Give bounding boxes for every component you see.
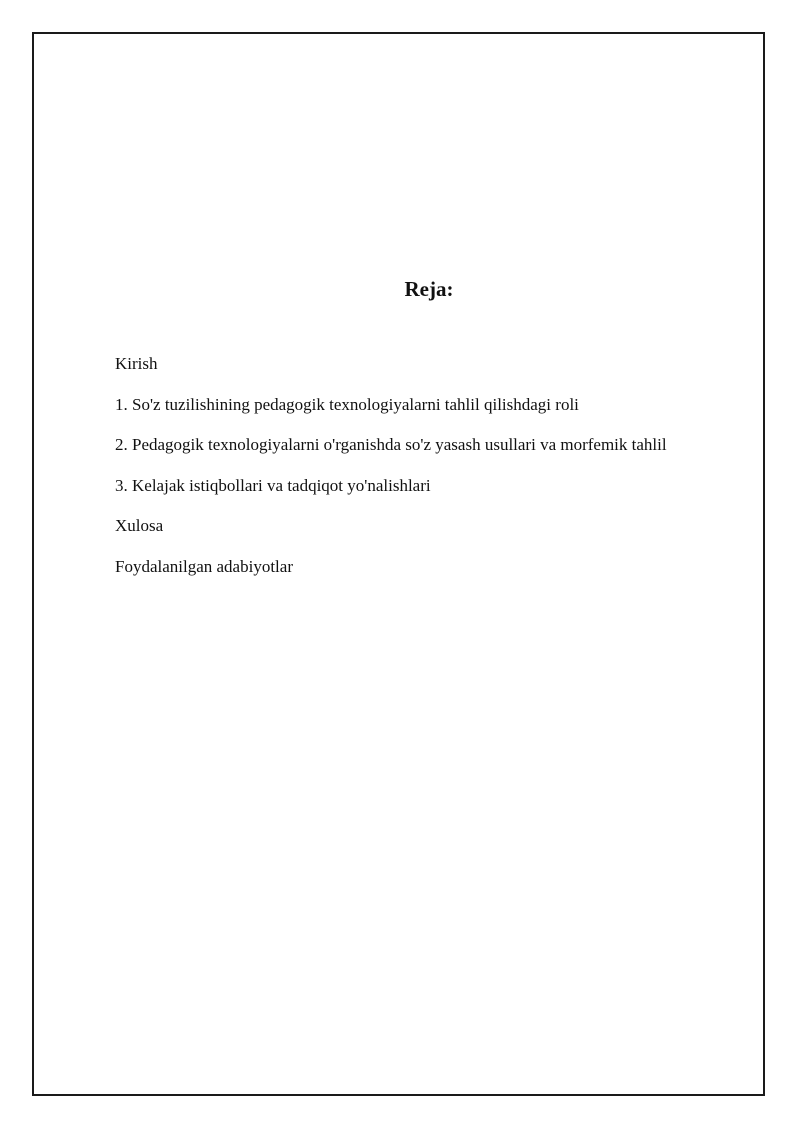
table-of-contents — [115, 352, 667, 595]
toc-item-references: Foydalanilgan adabiyotlar — [115, 556, 293, 576]
page-title: Reja: — [404, 277, 454, 301]
toc-item-section-3: 3. Kelajak istiqbollari va tadqiqot yo'nalishlari — [115, 475, 431, 495]
toc-item-section-2: 2. Pedagogik texnologiyalarni o'rganishda so'z yasash usullari va morfemik tahlil — [115, 435, 667, 454]
toc-item-introduction: Kirish — [115, 354, 158, 373]
toc-item-conclusion: Xulosa — [115, 516, 164, 535]
toc-item-section-1: 1. So'z tuzilishining pedagogik texnologiyalarni tahlil qilishdagi roli — [115, 394, 579, 414]
